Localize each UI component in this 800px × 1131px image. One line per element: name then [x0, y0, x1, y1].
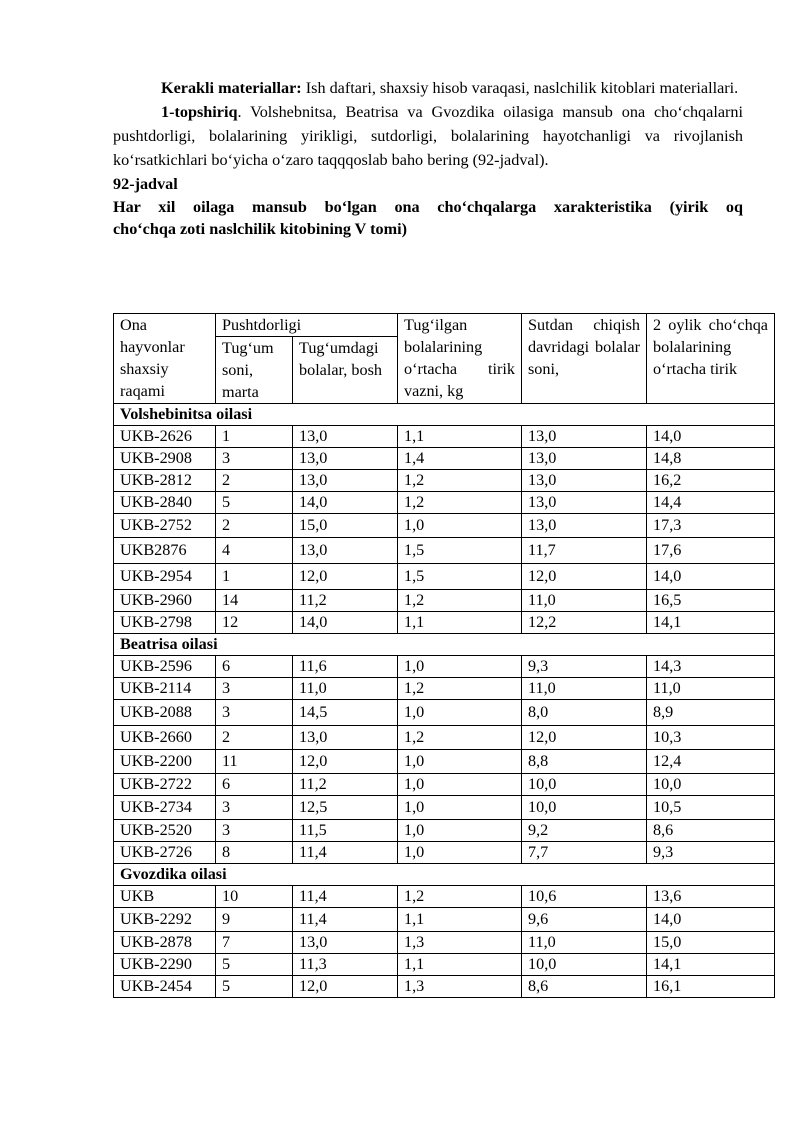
table-cell: 12,0	[293, 750, 398, 774]
table-cell: UKB2876	[114, 538, 216, 564]
table-cell: 12,0	[293, 564, 398, 590]
table-cell: 1,5	[398, 538, 522, 564]
table-cell: 1	[216, 426, 293, 448]
table-cell: UKB-2812	[114, 470, 216, 492]
table-cell: 5	[216, 976, 293, 998]
table-cell: 13,0	[293, 538, 398, 564]
table-cell: 13,0	[522, 426, 647, 448]
table-cell: 10,0	[522, 774, 647, 796]
data-table	[113, 313, 775, 998]
table-cell: 12,5	[293, 796, 398, 820]
table-header	[114, 314, 775, 404]
table-cell: 14,0	[293, 492, 398, 514]
table-cell: 7	[216, 932, 293, 954]
table-row	[114, 908, 775, 932]
table-row	[114, 700, 775, 726]
table-cell: 13,0	[522, 492, 647, 514]
table-cell: 8,0	[522, 700, 647, 726]
table-row	[114, 612, 775, 634]
table-cell: 14,3	[647, 656, 775, 678]
table-cell: 16,1	[647, 976, 775, 998]
table-cell: 13,6	[647, 886, 775, 908]
table-cell: 11,6	[293, 656, 398, 678]
table-cell: 5	[216, 492, 293, 514]
materials-paragraph	[113, 76, 743, 100]
table-cell: UKB-2660	[114, 726, 216, 750]
table-cell: 1,2	[398, 590, 522, 612]
header-weaning-count: Sutdan chiqish davridagi bolalar soni,	[522, 314, 647, 404]
family-group-name: Volshebinitsa oilasi	[114, 404, 775, 426]
table-row	[114, 726, 775, 750]
table-cell: 5	[216, 954, 293, 976]
table-row	[114, 538, 775, 564]
table-cell: 3	[216, 678, 293, 700]
table-cell: 6	[216, 774, 293, 796]
table-cell: 10,0	[522, 796, 647, 820]
table-cell: 13,0	[293, 932, 398, 954]
table-cell: 14,1	[647, 954, 775, 976]
family-group-name: Gvozdika oilasi	[114, 864, 775, 886]
table-cell: 1,0	[398, 774, 522, 796]
table-cell: 16,5	[647, 590, 775, 612]
table-cell: UKB-2840	[114, 492, 216, 514]
materials-text: Ish daftari, shaxsiy hisob varaqasi, naslchilik kitoblari materiallari.	[301, 79, 739, 97]
table-cell: UKB-2290	[114, 954, 216, 976]
table-cell: 6	[216, 656, 293, 678]
table-cell: 12,0	[522, 564, 647, 590]
table-cell: 14,0	[647, 564, 775, 590]
table-cell: 12	[216, 612, 293, 634]
table-cell: 11,4	[293, 886, 398, 908]
table-cell: 11,0	[522, 590, 647, 612]
table-row	[114, 954, 775, 976]
table-cell: 14,0	[647, 908, 775, 932]
table-row	[114, 514, 775, 538]
header-animal-id: Ona hayvonlar shaxsiy raqami	[114, 314, 216, 404]
table-body	[114, 404, 775, 998]
table-cell: UKB-2734	[114, 796, 216, 820]
table-cell: UKB	[114, 886, 216, 908]
table-cell: 1,3	[398, 976, 522, 998]
table-cell: 9,2	[522, 820, 647, 842]
table-caption-line1: Har xil oilaga mansub bo‘lgan ona cho‘chqalarga xarakteristika (yirik oq	[113, 198, 743, 216]
table-cell: 1,1	[398, 612, 522, 634]
table-row	[114, 976, 775, 998]
table-cell: UKB-2200	[114, 750, 216, 774]
table-cell: 12,2	[522, 612, 647, 634]
document-body	[113, 76, 743, 240]
materials-label: Kerakli materiallar:	[161, 79, 302, 97]
table-cell: UKB-2088	[114, 700, 216, 726]
header-litter-size: Tug‘umdagi bolalar, bosh	[293, 337, 398, 404]
table-cell: 13,0	[293, 726, 398, 750]
table-cell: 1,1	[398, 426, 522, 448]
table-cell: 9	[216, 908, 293, 932]
table-cell: 1,2	[398, 470, 522, 492]
table-cell: 1,1	[398, 954, 522, 976]
table-cell: 9,6	[522, 908, 647, 932]
table-cell: 7,7	[522, 842, 647, 864]
table-cell: 11,4	[293, 842, 398, 864]
table-cell: 15,0	[293, 514, 398, 538]
table-cell: 12,4	[647, 750, 775, 774]
table-cell: UKB-2960	[114, 590, 216, 612]
header-two-month-weight: 2 oylik cho‘chqa bolalarining o‘rtacha tirik	[647, 314, 775, 404]
table-cell: 11,4	[293, 908, 398, 932]
table-cell: 8	[216, 842, 293, 864]
table-cell: 14	[216, 590, 293, 612]
table-cell: 9,3	[522, 656, 647, 678]
table-cell: 1,0	[398, 750, 522, 774]
header-fertility: Pushtdorligi	[216, 314, 398, 337]
table-cell: 14,5	[293, 700, 398, 726]
table-cell: 10,5	[647, 796, 775, 820]
table-cell: 8,8	[522, 750, 647, 774]
table-cell: 11,0	[647, 678, 775, 700]
table-cell: 11	[216, 750, 293, 774]
table-cell: 3	[216, 700, 293, 726]
table-cell: 14,8	[647, 448, 775, 470]
table-cell: UKB-2752	[114, 514, 216, 538]
family-group-row	[114, 634, 775, 656]
table-row	[114, 750, 775, 774]
task-paragraph	[113, 100, 743, 172]
table-row	[114, 426, 775, 448]
table-cell: 16,2	[647, 470, 775, 492]
table-cell: 1,2	[398, 726, 522, 750]
table-cell: 8,6	[647, 820, 775, 842]
table-cell: 1,2	[398, 678, 522, 700]
table-row	[114, 886, 775, 908]
table-cell: UKB-2292	[114, 908, 216, 932]
header-birth-weight: Tug‘ilgan bolalarining o‘rtacha tirik vazni, kg	[398, 314, 522, 404]
table-cell: 3	[216, 820, 293, 842]
table-cell: 8,9	[647, 700, 775, 726]
table-cell: UKB-2726	[114, 842, 216, 864]
table-cell: 14,1	[647, 612, 775, 634]
table-cell: 17,6	[647, 538, 775, 564]
table-cell: 12,0	[293, 976, 398, 998]
table-cell: 11,7	[522, 538, 647, 564]
table-cell: UKB-2954	[114, 564, 216, 590]
table-cell: 10,3	[647, 726, 775, 750]
table-cell: UKB-2878	[114, 932, 216, 954]
table-cell: 3	[216, 448, 293, 470]
table-row	[114, 820, 775, 842]
table-caption-line2: cho‘chqa zoti naslchilik kitobining V tomi)	[113, 220, 407, 238]
table-cell: 13,0	[522, 514, 647, 538]
table-cell: 1,2	[398, 886, 522, 908]
table-row	[114, 564, 775, 590]
table-row	[114, 656, 775, 678]
table-cell: 14,0	[647, 426, 775, 448]
table-caption	[113, 196, 743, 240]
family-group-row	[114, 404, 775, 426]
table-cell: 17,3	[647, 514, 775, 538]
table-row	[114, 774, 775, 796]
table-cell: 14,0	[293, 612, 398, 634]
family-group-row	[114, 864, 775, 886]
table-cell: 11,3	[293, 954, 398, 976]
table-cell: 1,0	[398, 700, 522, 726]
table-cell: 1,0	[398, 514, 522, 538]
task-label: 1-topshiriq	[161, 103, 238, 121]
task-text: . Volshebnitsa, Beatrisa va Gvozdika oilasiga mansub ona cho‘chqalarni pushtdorligi, bolalarining yirikligi, sutdorligi, bolalarining hayotchanligi va rivojlanish ko‘rsatkichlari bo‘yicha o‘zaro taqqqoslab baho bering (92-jadval).	[113, 103, 743, 169]
table-cell: 2	[216, 726, 293, 750]
table-cell: 11,0	[522, 678, 647, 700]
table-cell: 3	[216, 796, 293, 820]
table-label: 92-jadval	[113, 175, 178, 193]
table-cell: UKB-2596	[114, 656, 216, 678]
table-cell: 1,4	[398, 448, 522, 470]
table-cell: UKB-2626	[114, 426, 216, 448]
table-cell: 10	[216, 886, 293, 908]
table-row	[114, 590, 775, 612]
table-row	[114, 842, 775, 864]
table-cell: 8,6	[522, 976, 647, 998]
table-cell: 9,3	[647, 842, 775, 864]
table-cell: 14,4	[647, 492, 775, 514]
table-cell: 10,6	[522, 886, 647, 908]
table-row	[114, 796, 775, 820]
table-cell: 13,0	[293, 426, 398, 448]
table-cell: 1,0	[398, 820, 522, 842]
table-cell: 1,0	[398, 796, 522, 820]
table-cell: 2	[216, 514, 293, 538]
table-cell: 10,0	[647, 774, 775, 796]
table-cell: 12,0	[522, 726, 647, 750]
table-cell: 11,2	[293, 590, 398, 612]
table-cell: 1,3	[398, 932, 522, 954]
table-cell: 11,0	[293, 678, 398, 700]
table-cell: 11,2	[293, 774, 398, 796]
table-row	[114, 448, 775, 470]
table-row	[114, 492, 775, 514]
table-cell: 1,2	[398, 492, 522, 514]
table-cell: 11,5	[293, 820, 398, 842]
table-cell: 2	[216, 470, 293, 492]
table-cell: UKB-2114	[114, 678, 216, 700]
table-cell: 1,1	[398, 908, 522, 932]
table-cell: UKB-2798	[114, 612, 216, 634]
table-cell: UKB-2454	[114, 976, 216, 998]
table-cell: 4	[216, 538, 293, 564]
table-cell: 13,0	[293, 470, 398, 492]
table-cell: 15,0	[647, 932, 775, 954]
table-row	[114, 678, 775, 700]
table-cell: 13,0	[522, 470, 647, 492]
family-group-name: Beatrisa oilasi	[114, 634, 775, 656]
table-cell: 1,0	[398, 842, 522, 864]
table-cell: 1,5	[398, 564, 522, 590]
table-cell: UKB-2908	[114, 448, 216, 470]
table-cell: UKB-2520	[114, 820, 216, 842]
table-cell: 13,0	[522, 448, 647, 470]
table-row	[114, 932, 775, 954]
table-row	[114, 470, 775, 492]
table-cell: UKB-2722	[114, 774, 216, 796]
table-cell: 13,0	[293, 448, 398, 470]
table-cell: 1	[216, 564, 293, 590]
header-farrowing-count: Tug‘um soni, marta	[216, 337, 293, 404]
table-cell: 10,0	[522, 954, 647, 976]
table-cell: 1,0	[398, 656, 522, 678]
table-cell: 11,0	[522, 932, 647, 954]
